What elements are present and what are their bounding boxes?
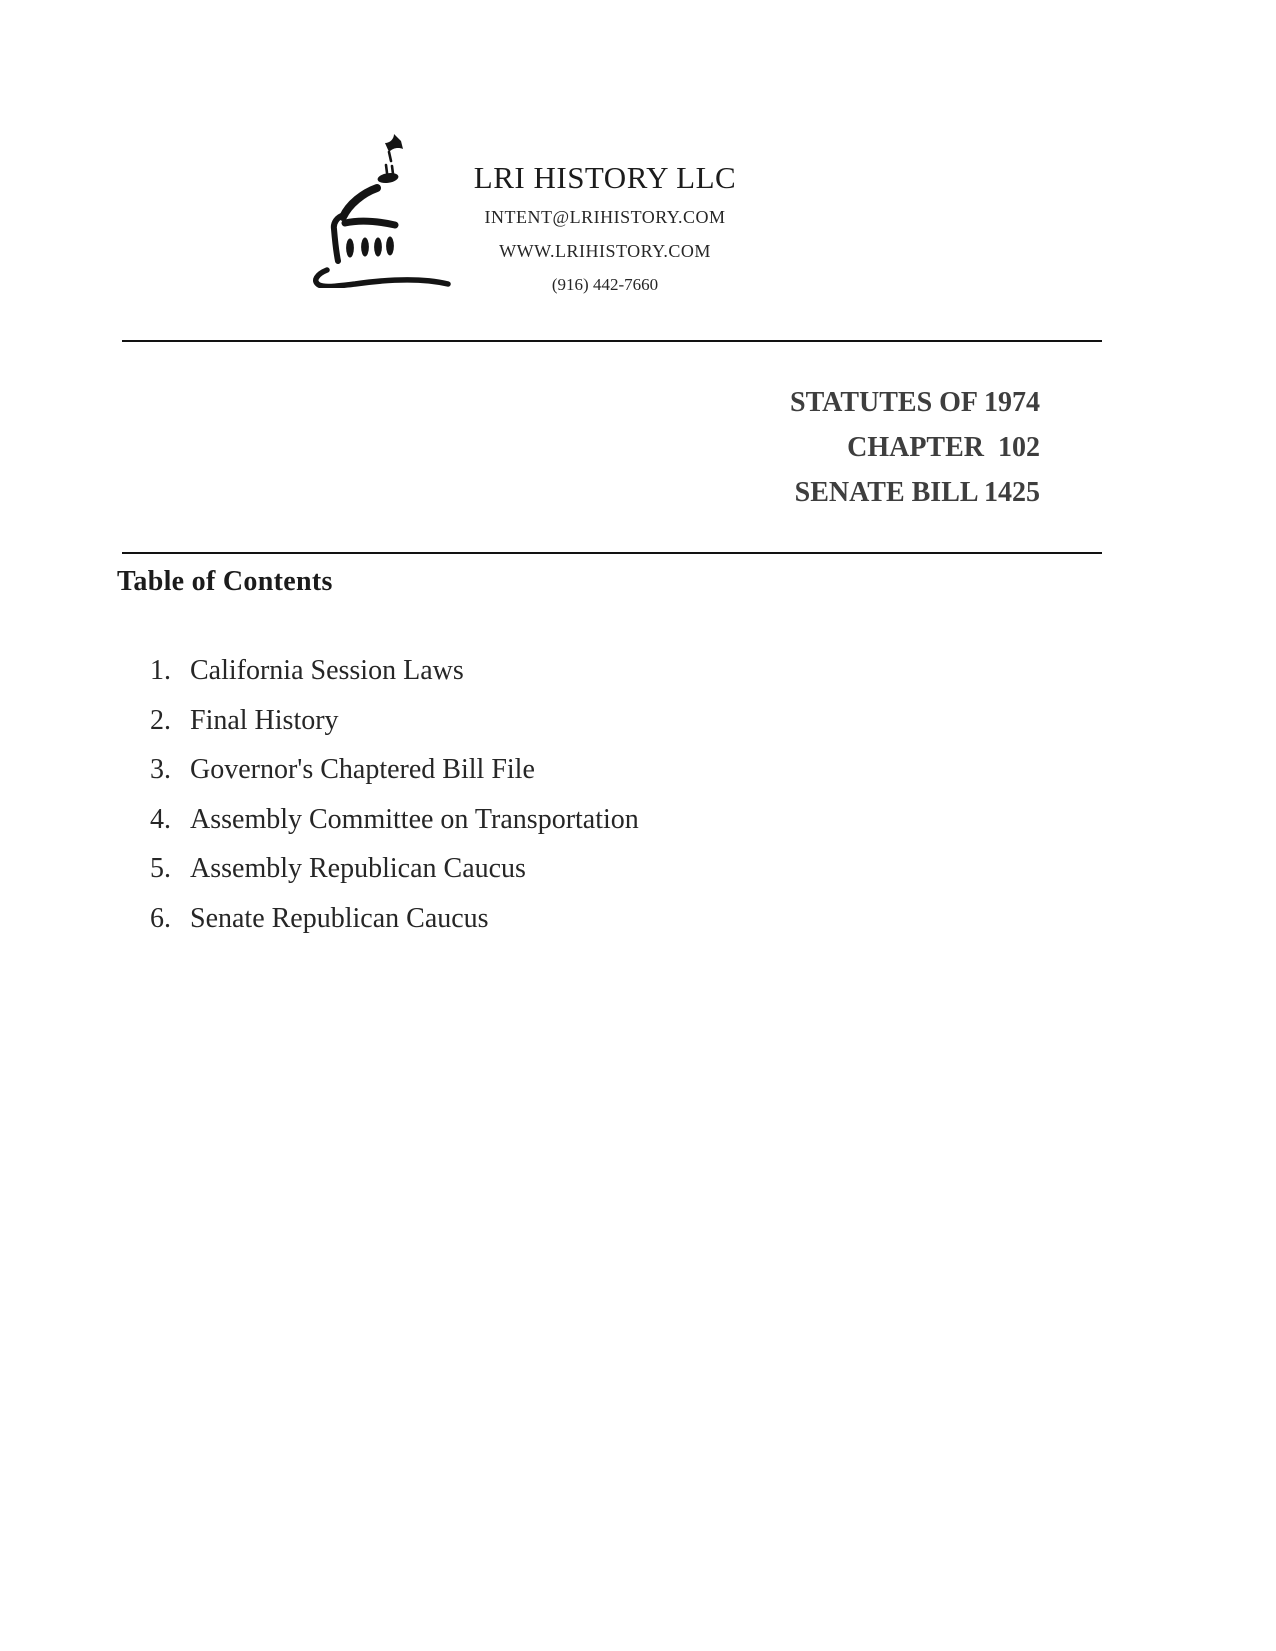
toc-item [150, 745, 639, 795]
chapter-line: CHAPTER 102 [847, 432, 1040, 463]
toc-list [150, 646, 639, 943]
capitol-dome-logo-icon [297, 128, 457, 288]
toc-item-label: California Session Laws [190, 655, 464, 686]
toc-item-number: 4. [150, 803, 171, 835]
toc-item-number: 5. [150, 853, 171, 884]
toc-item [150, 646, 639, 696]
contact-lines [455, 200, 755, 302]
toc-item [150, 696, 639, 746]
company-name: LRI HISTORY LLC [473, 160, 737, 195]
toc-item-label: Assembly Committee on Transportation [190, 803, 639, 835]
divider-bottom [122, 552, 1102, 554]
toc-item [150, 894, 639, 944]
toc-item-label: Senate Republican Caucus [190, 902, 489, 934]
phone-line: (916) 442-7660 [551, 275, 659, 294]
toc-item-label: Final History [190, 704, 339, 736]
toc-heading: Table of Contents [117, 566, 333, 597]
toc-item-number: 1. [150, 655, 171, 686]
bill-reference-block [790, 380, 1040, 515]
toc-item-number: 6. [150, 902, 171, 934]
toc-item-number: 3. [150, 754, 171, 785]
website-line: WWW.LRIHISTORY.COM [499, 241, 711, 261]
toc-item [150, 844, 639, 894]
toc-item [150, 795, 639, 845]
toc-item-label: Assembly Republican Caucus [190, 853, 526, 884]
letterhead-text-block [455, 160, 755, 302]
senate-bill-line: SENATE BILL 1425 [794, 477, 1040, 508]
email-line: INTENT@LRIHISTORY.COM [484, 207, 726, 227]
divider-top [122, 340, 1102, 342]
toc-item-label: Governor's Chaptered Bill File [190, 754, 535, 785]
toc-item-number: 2. [150, 704, 171, 736]
statutes-line: STATUTES OF 1974 [790, 387, 1040, 418]
